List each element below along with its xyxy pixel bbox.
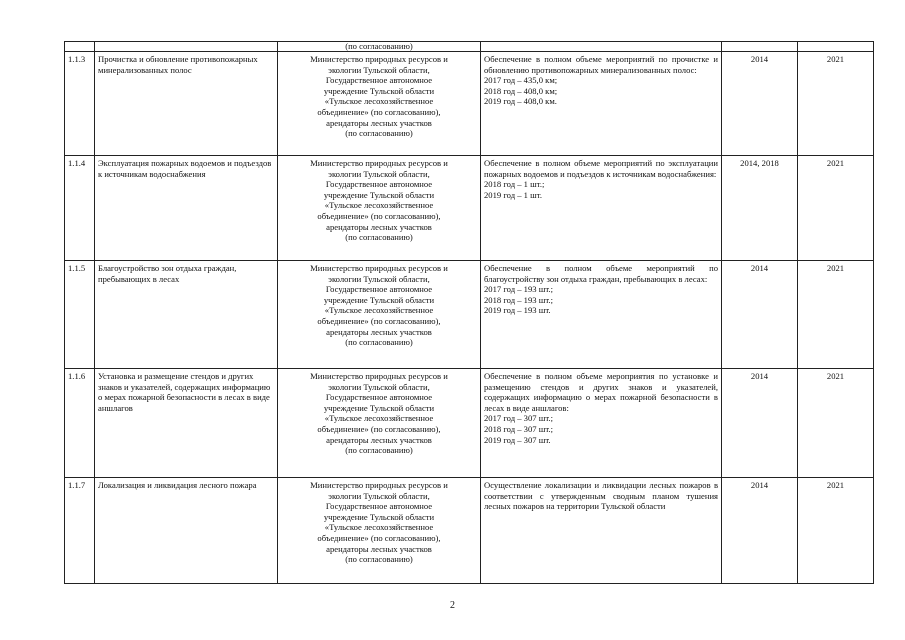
cell-name: Эксплуатация пожарных водоемов и подъездов к источникам водоснабжения	[95, 156, 278, 261]
executor-line: арендаторы лесных участков	[326, 117, 432, 128]
executor-line: учреждение Тульской области	[323, 85, 435, 96]
executor-line: Государственное автономное	[325, 501, 433, 512]
result-line: 2019 год – 408,0 км.	[484, 96, 557, 107]
cell-executor: (по согласованию)	[278, 42, 481, 52]
result-line: 2018 год – 408,0 км;	[484, 85, 558, 96]
page-number: 2	[450, 600, 455, 611]
result-line: 2019 год – 307 шт.	[484, 434, 551, 445]
executor-line: экологии Тульской области,	[328, 168, 430, 179]
executor-line: Государственное автономное	[325, 75, 433, 86]
executor-line: арендаторы лесных участков	[326, 543, 432, 554]
cell-result	[481, 261, 722, 369]
result-line: Осуществление локализации и ликвидации лесных пожаров в соответствии с утвержденным сводным планом тушения лесных пожаров на территории Тульской области	[484, 480, 718, 512]
cell-executor	[278, 369, 481, 478]
cell-num: 1.1.5	[65, 261, 95, 369]
executor-line: «Тульское лесохозяйственное	[324, 305, 434, 316]
cell-start-year	[722, 42, 798, 52]
executor-line: арендаторы лесных участков	[326, 221, 432, 232]
table-row	[65, 369, 874, 478]
cell-executor	[278, 261, 481, 369]
executor-line: учреждение Тульской области	[323, 402, 435, 413]
result-line: 2017 год – 307 шт.;	[484, 413, 553, 424]
cell-name	[95, 42, 278, 52]
executor-line: (по согласованию)	[345, 554, 413, 565]
cell-result	[481, 156, 722, 261]
executor-line: объединение» (по согласованию),	[317, 315, 441, 326]
cell-start-year: 2014	[722, 369, 798, 478]
executor-line: учреждение Тульской области	[323, 189, 435, 200]
cell-name: Благоустройство зон отдыха граждан, пребывающих в лесах	[95, 261, 278, 369]
executor-line: (по согласованию)	[345, 128, 413, 139]
result-line: Обеспечение в полном объеме мероприятий по благоустройству зон отдыха граждан, пребывающих в лесах:	[484, 263, 718, 284]
result-line: Обеспечение в полном объеме мероприятий по прочистке и обновлению противопожарных минерализованных полос:	[484, 54, 718, 75]
executor-line: Государственное автономное	[325, 284, 433, 295]
cell-result	[481, 52, 722, 156]
cell-executor	[278, 52, 481, 156]
result-line: Обеспечение в полном объеме мероприятия по установке и размещению стендов и других знаков и указателей, содержащих информацию о мерах пожарной безопасности в лесах в виде аншлагов:	[484, 371, 718, 413]
result-line: 2018 год – 307 шт.;	[484, 423, 553, 434]
executor-line: объединение» (по согласованию),	[317, 532, 441, 543]
cell-end-year: 2021	[798, 369, 874, 478]
cell-end-year: 2021	[798, 261, 874, 369]
table-row	[65, 261, 874, 369]
table-row	[65, 156, 874, 261]
executor-line: объединение» (по согласованию),	[317, 423, 441, 434]
executor-line: экологии Тульской области,	[328, 64, 430, 75]
cell-executor	[278, 156, 481, 261]
cell-num: 1.1.3	[65, 52, 95, 156]
cell-num	[65, 42, 95, 52]
cell-end-year: 2021	[798, 156, 874, 261]
executor-line: Министерство природных ресурсов и	[310, 263, 448, 273]
result-line: 2018 год – 1 шт.;	[484, 179, 545, 190]
cell-start-year: 2014, 2018	[722, 156, 798, 261]
executor-line: объединение» (по согласованию),	[317, 210, 441, 221]
executor-line: (по согласованию)	[345, 232, 413, 243]
cell-executor	[278, 478, 481, 584]
executor-line: арендаторы лесных участков	[326, 326, 432, 337]
executor-line: арендаторы лесных участков	[326, 434, 432, 445]
executor-line: (по согласованию)	[345, 445, 413, 456]
cell-end-year: 2021	[798, 52, 874, 156]
executor-line: «Тульское лесохозяйственное	[324, 522, 434, 533]
cell-result	[481, 478, 722, 584]
result-line: Обеспечение в полном объеме мероприятий по эксплуатации пожарных водоемов и подъездов к источникам водоснабжения:	[484, 158, 718, 179]
cell-start-year: 2014	[722, 261, 798, 369]
executor-line: экологии Тульской области,	[328, 273, 430, 284]
cell-end-year: 2021	[798, 478, 874, 584]
table-row-continuation	[65, 42, 874, 52]
cell-name: Прочистка и обновление противопожарных минерализованных полос	[95, 52, 278, 156]
cell-result	[481, 42, 722, 52]
result-line: 2017 год – 193 шт.;	[484, 284, 553, 295]
cell-result	[481, 369, 722, 478]
result-line: 2019 год – 193 шт.	[484, 305, 551, 316]
cell-name: Локализация и ликвидация лесного пожара	[95, 478, 278, 584]
executor-line: экологии Тульской области,	[328, 490, 430, 501]
cell-num: 1.1.4	[65, 156, 95, 261]
cell-end-year	[798, 42, 874, 52]
executor-line: Министерство природных ресурсов и	[310, 371, 448, 381]
result-line: 2019 год – 1 шт.	[484, 189, 542, 200]
executor-line: Министерство природных ресурсов и	[310, 480, 448, 490]
table-row	[65, 52, 874, 156]
executor-line: Министерство природных ресурсов и	[310, 158, 448, 168]
executor-line: «Тульское лесохозяйственное	[324, 413, 434, 424]
executor-line: экологии Тульской области,	[328, 381, 430, 392]
executor-line: учреждение Тульской области	[323, 294, 435, 305]
result-line: 2018 год – 193 шт.;	[484, 294, 553, 305]
result-line: 2017 год – 435,0 км;	[484, 75, 558, 86]
table-row	[65, 478, 874, 584]
cell-start-year: 2014	[722, 478, 798, 584]
executor-line: объединение» (по согласованию),	[317, 106, 441, 117]
executor-line: «Тульское лесохозяйственное	[324, 96, 434, 107]
cell-num: 1.1.7	[65, 478, 95, 584]
executor-line: Министерство природных ресурсов и	[310, 54, 448, 64]
executor-line: Государственное автономное	[325, 179, 433, 190]
executor-line: «Тульское лесохозяйственное	[324, 200, 434, 211]
cell-name: Установка и размещение стендов и других знаков и указателей, содержащих информацию о мерах пожарной безопасности в лесах в виде аншлагов	[95, 369, 278, 478]
executor-line: (по согласованию)	[345, 337, 413, 348]
executor-line: учреждение Тульской области	[323, 511, 435, 522]
executor-line: Государственное автономное	[325, 392, 433, 403]
cell-num: 1.1.6	[65, 369, 95, 478]
cell-start-year: 2014	[722, 52, 798, 156]
measures-table	[64, 41, 874, 584]
